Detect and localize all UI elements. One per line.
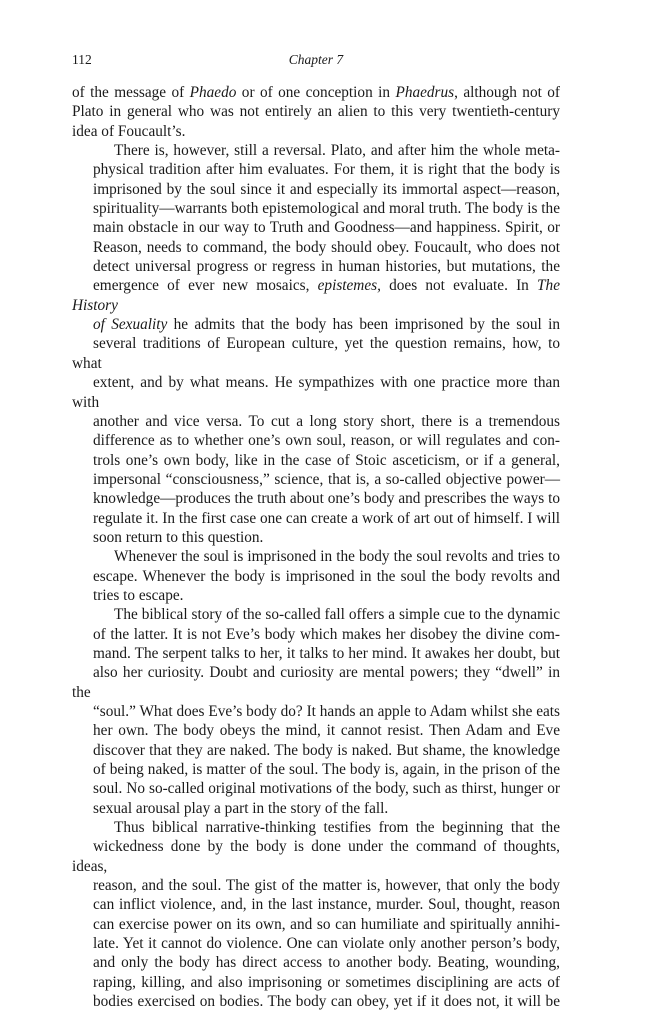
text-line: spirituality—warrants both epistemological and moral truth. The body is the — [93, 200, 560, 218]
text-line: can exercise power on its own, and so can humiliate and spiritually annihi- — [93, 915, 560, 933]
paragraph — [72, 605, 560, 818]
text-line: reason, and the soul. The gist of the matter is, however, that only the body — [93, 877, 560, 895]
text-line: sexual arousal play a part in the story of the fall. — [93, 799, 389, 817]
text-line: late. Yet it cannot do violence. One can violate only another person’s body, — [93, 935, 560, 953]
page-number: 112 — [72, 52, 92, 67]
text-line: soul. No so-called original motivations of the body, such as thirst, hunger or — [93, 780, 560, 798]
text-line: “soul.” What does Eve’s body do? It hands an apple to Adam whilst she eats — [93, 703, 560, 720]
text-line: tries to escape. — [93, 586, 184, 604]
text-line: Plato in general who was not entirely an alien to this very twentieth-century — [72, 103, 560, 121]
text-line: several traditions of European culture, yet the question remains, how, to what — [72, 335, 560, 372]
text-line: bodies exercised on bodies. The body can obey, yet if it does not, it will be — [93, 993, 560, 1011]
text-line: mand. The serpent talks to her, it talks to her mind. It awakes her doubt, but — [93, 644, 560, 662]
text-line: emergence of ever new mosaics, epistemes, does not evaluate. In The History — [72, 277, 560, 314]
text-line: of Sexuality he admits that the body has been imprisoned by the soul in — [93, 316, 560, 334]
text-line: of the message of Phaedo or of one conception in Phaedrus, although not of — [72, 84, 560, 101]
text-line: There is, however, still a reversal. Plato, and after him the whole meta- — [114, 142, 560, 160]
text-line: her own. The body obeys the mind, it cannot resist. Then Adam and Eve — [93, 722, 560, 740]
text-line: raping, killing, and also imprisoning or sometimes disciplining are acts of — [93, 973, 560, 991]
text-line: difference as to whether one’s own soul, reason, or will regulates and con- — [93, 432, 560, 450]
text-line: Thus biblical narrative-thinking testifies from the beginning that the — [114, 819, 560, 837]
paragraph — [72, 547, 560, 605]
text-line: of being naked, is matter of the soul. The body is, again, in the prison of the — [93, 761, 560, 779]
text-line: can inflict violence, and, in the last instance, murder. Soul, thought, reason — [93, 896, 560, 914]
text-line: The biblical story of the so-called fall offers a simple cue to the dynamic — [114, 606, 560, 624]
text-line: Whenever the soul is imprisoned in the body the soul revolts and tries to — [114, 548, 560, 566]
text-line: also her curiosity. Doubt and curiosity are mental powers; they “dwell” in the — [72, 664, 560, 701]
text-line: regulate it. In the first case one can create a work of art out of himself. I will — [93, 509, 560, 527]
text-line: discover that they are naked. The body is naked. But shame, the knowledge — [93, 741, 560, 759]
text-line: Reason, needs to command, the body should obey. Foucault, who does not — [93, 238, 560, 256]
paragraph — [72, 83, 560, 141]
text-line: knowledge—produces the truth about one’s body and prescribes the ways to — [93, 490, 560, 508]
text-line: detect universal progress or regress in human histories, but mutations, the — [93, 258, 560, 276]
text-line: imprisoned by the soul since it and especially its immortal aspect—reason, — [93, 180, 560, 198]
running-head — [72, 52, 560, 70]
chapter-title: Chapter 7 — [288, 52, 344, 67]
text-line: extent, and by what means. He sympathizes with one practice more than with — [72, 374, 560, 411]
text-line: physical tradition after him evaluates. For them, it is right that the body is — [93, 161, 560, 179]
text-line: and only the body has direct access to another body. Beating, wounding, — [93, 954, 560, 972]
paragraph — [72, 141, 560, 547]
text-line: escape. Whenever the body is imprisoned in the soul the body revolts and — [93, 567, 560, 585]
text-line: wickedness done by the body is done under the command of thoughts, ideas, — [72, 838, 560, 875]
text-line: impersonal “consciousness,” science, that is, a so-called objective power— — [93, 470, 560, 488]
text-line: of the latter. It is not Eve’s body which makes her disobey the divine com- — [93, 625, 560, 643]
text-line: soon return to this question. — [93, 528, 264, 546]
paragraph — [72, 818, 560, 1011]
body-text — [72, 83, 560, 1012]
text-line: idea of Foucault’s. — [72, 122, 186, 140]
text-line: trols one’s own body, like in the case of Stoic asceticism, or if a general, — [93, 451, 560, 469]
text-line: another and vice versa. To cut a long story short, there is a tremendous — [93, 412, 560, 430]
text-line: main obstacle in our way to Truth and Goodness—and happiness. Spirit, or — [93, 219, 560, 237]
